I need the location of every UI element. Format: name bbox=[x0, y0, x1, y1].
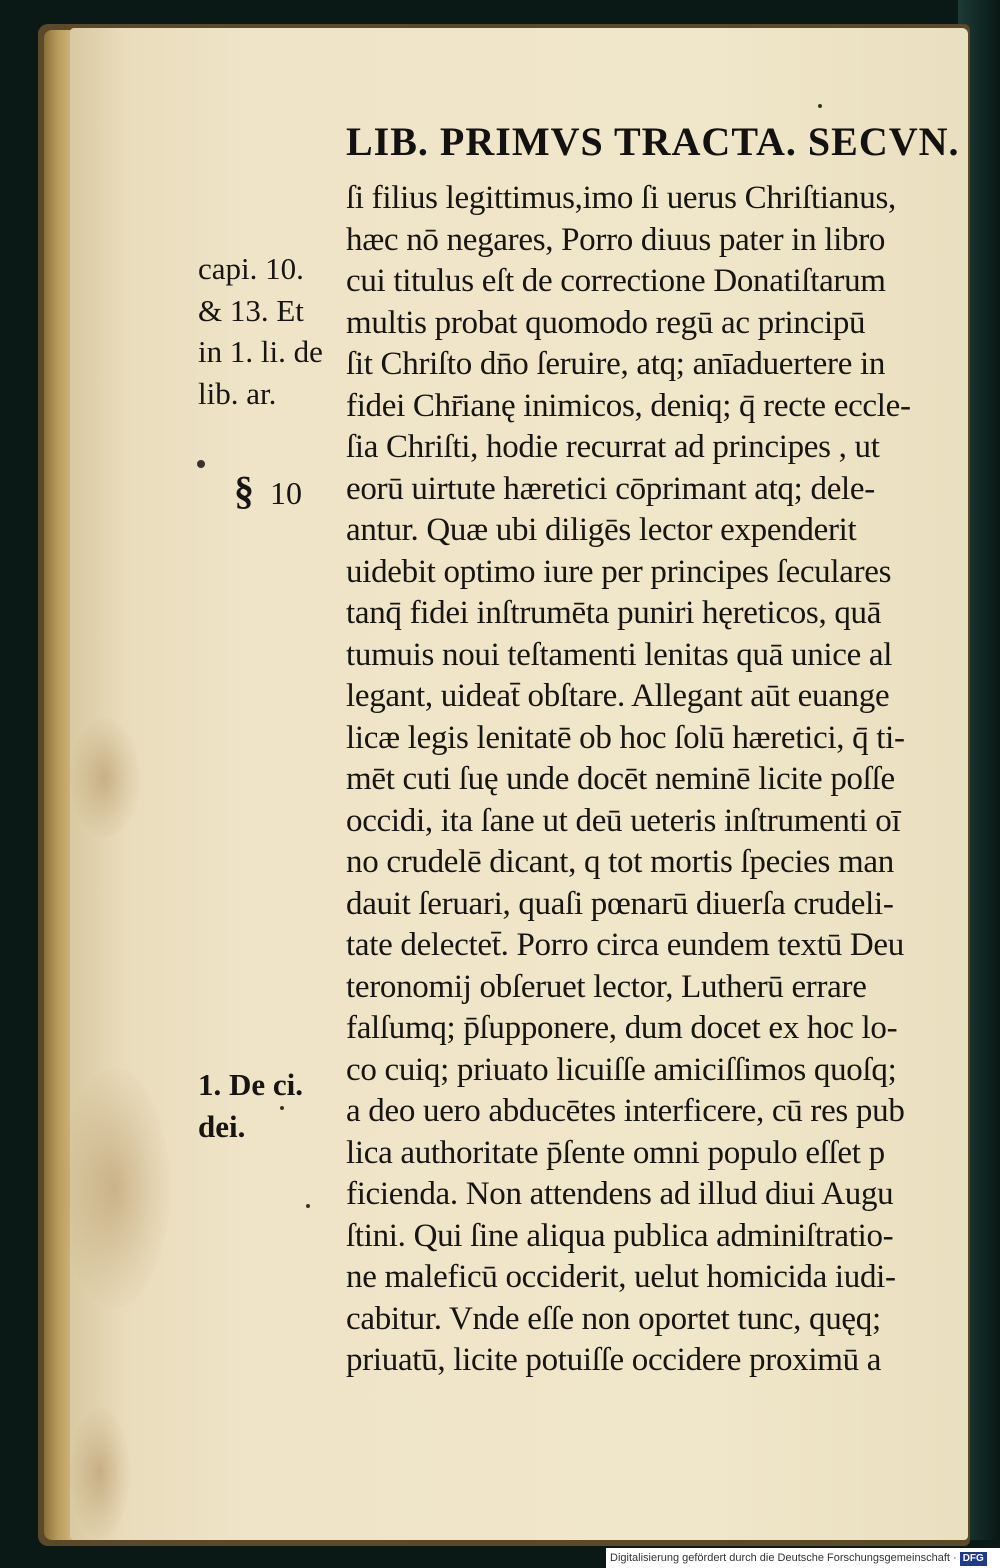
text-line: ſi filius legittimus,imo ſi uerus Chriſtianus, bbox=[346, 180, 896, 216]
digitization-footer bbox=[606, 1548, 1000, 1568]
text-line: ſia Chriſti, hodie recurrat ad principes , ut bbox=[346, 429, 880, 465]
text-line: ſtini. Qui ſine aliqua publica adminiſtratio- bbox=[346, 1217, 894, 1254]
text-line: fidei Chr̄ianę inimicos, deniq; q̄ recte eccle- bbox=[346, 387, 911, 424]
text-line: antur. Quæ ubi diligēs lector expenderit bbox=[346, 512, 857, 548]
text-line: hæc nō negares, Porro diuus pater in libro bbox=[346, 221, 886, 258]
ink-dot bbox=[818, 104, 822, 108]
margin-line: & 13. Et bbox=[198, 292, 304, 328]
margin-line: 1. De ci. bbox=[198, 1067, 304, 1102]
text-line: occidi, ita ſane ut deū ueteris inſtrumenti oī bbox=[346, 802, 901, 839]
text-line: a deo uero abducētes interficere, cū res pub bbox=[346, 1093, 905, 1129]
text-line: ficienda. Non attendens ad illud diui Augu bbox=[346, 1176, 894, 1212]
text-line: falſumq; p̄ſupponere, dum docet ex hoc lo- bbox=[346, 1010, 898, 1046]
text-line: multis probat quomodo regū ac principū bbox=[346, 304, 866, 341]
text-line: eorū uirtute hæretici cōprimant atq; dele- bbox=[346, 470, 875, 507]
text-line: licæ legis lenitatē ob hoc ſolū hæretici, q̄ ti- bbox=[346, 719, 905, 756]
text-line: uidebit optimo iure per principes ſeculares bbox=[346, 553, 892, 590]
text-line: ne maleficū occiderit, uelut homicida iudi- bbox=[346, 1259, 896, 1295]
margin-note-citation-2 bbox=[198, 1064, 343, 1147]
text-line: dauit ſeruari, quaſi pœnarū diuerſa crudeli- bbox=[346, 885, 894, 922]
footer-text: Digitalisierung gefördert durch die Deutsche Forschungsgemeinschaft · bbox=[610, 1552, 957, 1564]
text-line: tumuis noui teſtamenti lenitas quā unice al bbox=[346, 636, 893, 673]
text-line: co cuiq; priuato licuiſſe amiciſſimos quoſq; bbox=[346, 1051, 897, 1088]
text-line: cui titulus eſt de correctione Donatiſtarum bbox=[346, 263, 886, 299]
text-line: ſit Chriſto dn̄o ſeruire, atq; anīaduertere in bbox=[346, 346, 886, 382]
dfg-logo: DFG bbox=[960, 1552, 987, 1566]
margin-line: capi. 10. bbox=[198, 251, 304, 286]
section-number: 10 bbox=[270, 475, 302, 511]
ink-dot bbox=[197, 460, 205, 468]
ink-dot bbox=[306, 1204, 310, 1208]
text-line: cabitur. Vnde eſſe non oportet tunc, quęq; bbox=[346, 1300, 881, 1337]
ink-dot bbox=[280, 1106, 284, 1110]
margin-note-citation bbox=[198, 248, 343, 414]
margin-line: dei. bbox=[198, 1108, 246, 1144]
text-line: tate delectet̄. Porro circa eundem textū Deu bbox=[346, 927, 904, 963]
text-line: tanq̄ fidei inſtrumēta puniri hęreticos, quā bbox=[346, 595, 882, 631]
stain bbox=[70, 718, 140, 838]
text-line: teronomij obſeruet lector, Lutherū errare bbox=[346, 968, 867, 1005]
text-line: mēt cuti ſuę unde docēt neminē licite poſſe bbox=[346, 761, 895, 797]
stain bbox=[70, 1408, 130, 1538]
section-marker bbox=[234, 470, 302, 512]
section-symbol: § bbox=[234, 468, 254, 513]
body-text bbox=[346, 178, 968, 1382]
stain bbox=[60, 1068, 170, 1308]
margin-line: lib. ar. bbox=[198, 375, 277, 411]
text-line: legant, uideat̄ obſtare. Allegant aūt euange bbox=[346, 678, 890, 714]
page-header: LIB. PRIMVS TRACTA. SECVN. bbox=[346, 119, 960, 164]
margin-line: in 1. li. de bbox=[198, 334, 323, 369]
text-line: no crudelē dicant, q tot mortis ſpecies man bbox=[346, 844, 894, 880]
text-line: lica authoritate p̄ſente omni populo eſſet p bbox=[346, 1134, 885, 1171]
text-line: priuatū, licite potuiſſe occidere proximū a bbox=[346, 1342, 882, 1378]
